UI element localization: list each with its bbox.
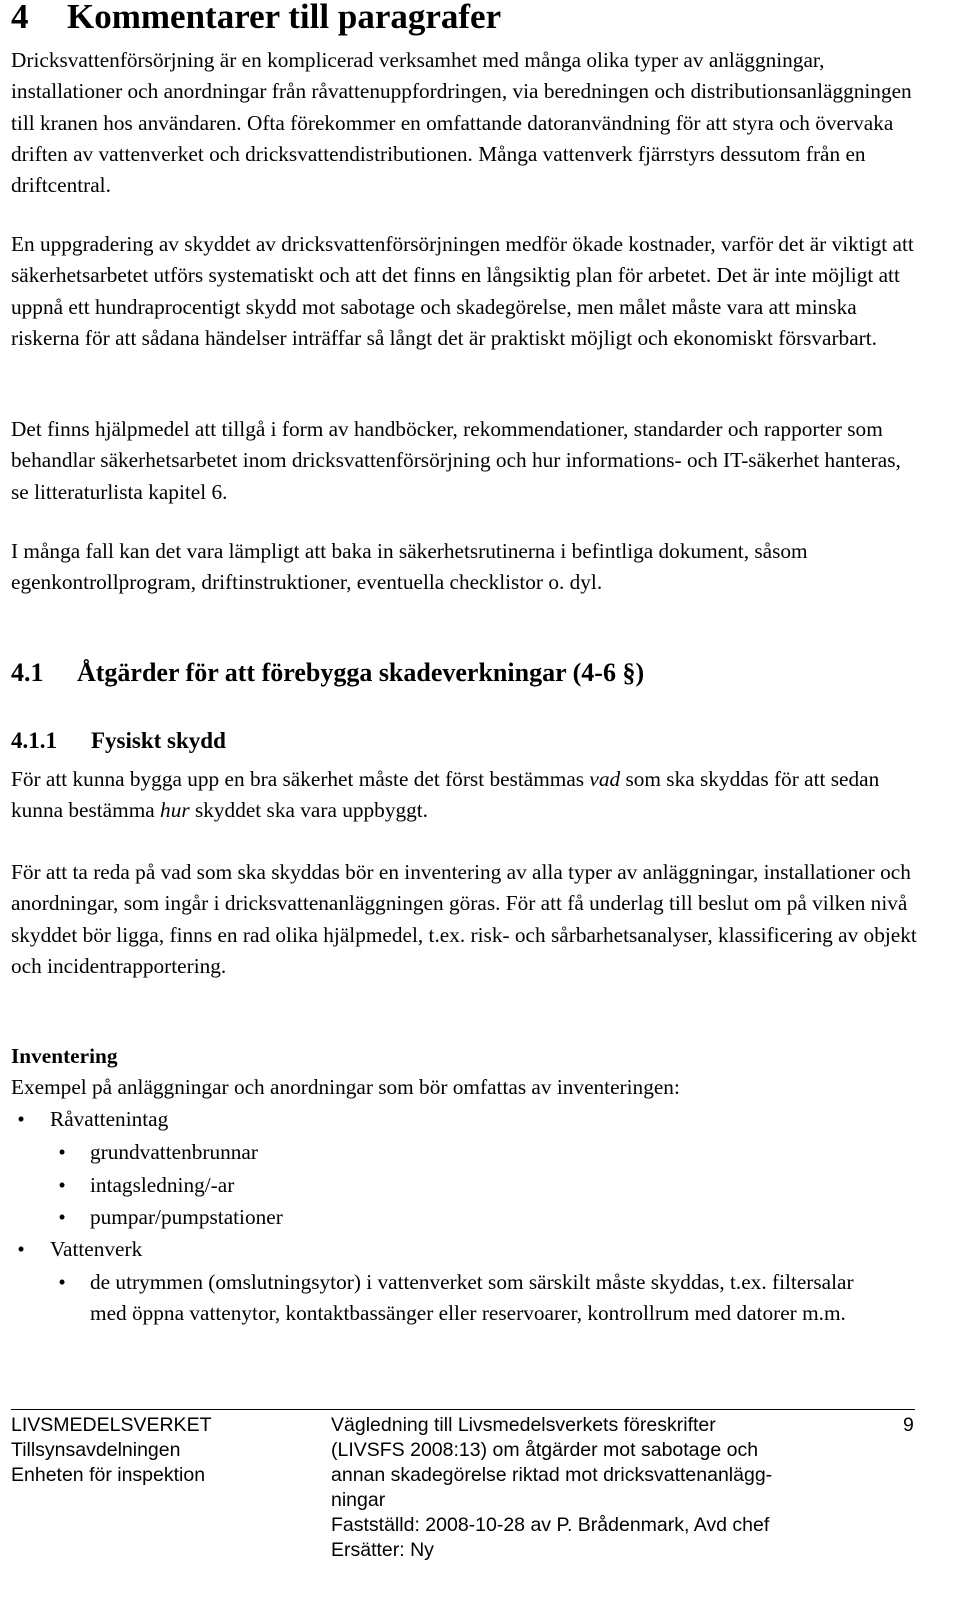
emphasis-what: vad — [589, 767, 621, 791]
list-item: • intagsledning/-ar — [90, 1170, 910, 1201]
footer-line: Vägledning till Livsmedelsverkets föreskrifter — [331, 1414, 716, 1436]
bullet-icon: • — [58, 1205, 66, 1229]
footer-center — [331, 1413, 772, 1563]
subsection-heading — [11, 726, 226, 756]
list-item: • Vattenverk — [50, 1234, 910, 1265]
footer-unit: Enheten för inspektion — [11, 1464, 206, 1486]
paragraph-inventory-need: För att ta reda på vad som ska skyddas bör en inventering av alla typer av anläggningar, installationer och anordningar, som ingår i dricksvattenanläggningen göras. För att få underlag till beslut om på vilken nivå skyddet bör ligga, finns en rad olika hjälpmedel, t.ex. risk- och sårbarhetsanalyser, klassificering av objekt och incidentrapportering. — [11, 860, 917, 978]
bullet-icon: • — [58, 1140, 66, 1164]
emphasis-how: hur — [160, 798, 190, 823]
paragraph-what-how: För att kunna bygga upp en bra säkerhet måste det först bestämmas vad som ska skyddas för att sedan kunna bestämma hur skyddet ska vara uppbyggt. — [11, 767, 880, 823]
paragraph-intro: Dricksvattenförsörjning är en komplicerad verksamhet med många olika typer av anläggningar, installationer och anordningar från råvattenuppfordringen, via beredningen och distributionsanläggningen till kranen hos användaren. Ofta förekommer en omfattande datoranvändning för att styra och övervaka driften av vattenverket och dricksvattendistributionen. Många vattenverk fjärrstyrs dessutom från en driftcentral. — [11, 48, 912, 198]
bullet-icon: • — [58, 1270, 66, 1294]
bullet-icon: • — [58, 1173, 66, 1197]
paragraph-routines: I många fall kan det vara lämpligt att baka in säkerhetsrutinerna i befintliga dokument, såsom egenkontrollprogram, driftinstruktioner, eventuella checklistor o. dyl. — [11, 539, 808, 595]
inventory-intro: Exempel på anläggningar och anordningar som bör omfattas av inventeringen: — [11, 1075, 680, 1099]
chapter-number: 4 — [11, 0, 29, 36]
list-item: • Råvattenintag — [50, 1104, 910, 1135]
footer-line: Fastställd: 2008-10-28 av P. Brådenmark, Avd chef — [331, 1514, 770, 1536]
footer-line: Ersätter: Ny — [331, 1539, 434, 1561]
list-item: • grundvattenbrunnar — [90, 1137, 910, 1168]
inventory-heading: Inventering — [11, 1044, 118, 1068]
section-number: 4.1 — [11, 658, 44, 687]
footer-department: Tillsynsavdelningen — [11, 1439, 181, 1461]
bullet-icon: • — [17, 1237, 25, 1261]
footer-line: (LIVSFS 2008:13) om åtgärder mot sabotage och — [331, 1439, 759, 1461]
footer-line: ningar — [331, 1489, 386, 1511]
footer-org: LIVSMEDELSVERKET — [11, 1414, 212, 1436]
paragraph-resources: Det finns hjälpmedel att tillgå i form av handböcker, rekommendationer, standarder och rapporter som behandlar säkerhetsarbetet inom dricksvattenförsörjning och hur informations- och IT-säkerhet hanteras, se litteraturlista kapitel 6. — [11, 417, 901, 504]
footer-left — [11, 1413, 211, 1488]
page-number: 9 — [903, 1414, 914, 1436]
chapter-title: Kommentarer till paragrafer — [67, 0, 502, 36]
list-item: • pumpar/pumpstationer — [90, 1202, 910, 1233]
paragraph-upgrade: En uppgradering av skyddet av dricksvattenförsörjningen medför ökade kostnader, varför det är viktigt att säkerhetsarbetet utförs systematiskt och att det finns en långsiktig plan för arbetet. Det är inte möjligt att uppnå ett hundraprocentigt skydd mot sabotage och skadegörelse, men målet måste vara att minska riskerna för att sådana händelser inträffar så långt det är praktiskt möjligt och ekonomiskt försvarbart. — [11, 232, 914, 350]
section-heading — [11, 656, 644, 690]
section-title: Åtgärder för att förebygga skadeverkningar (4-6 §) — [77, 658, 645, 687]
footer-line: annan skadegörelse riktad mot dricksvattenanlägg- — [331, 1464, 773, 1486]
subsection-title: Fysiskt skydd — [91, 728, 226, 753]
bullet-icon: • — [17, 1107, 25, 1131]
subsection-number: 4.1.1 — [11, 728, 57, 753]
chapter-heading — [11, 0, 501, 40]
footer-divider — [11, 1409, 915, 1410]
list-item: • de utrymmen (omslutningsytor) i vattenverket som särskilt måste skyddas, t.ex. filtersalar med öppna vattenytor, kontaktbassänger eller reservoarer, kontrollrum med datorer m.m. — [90, 1267, 890, 1330]
